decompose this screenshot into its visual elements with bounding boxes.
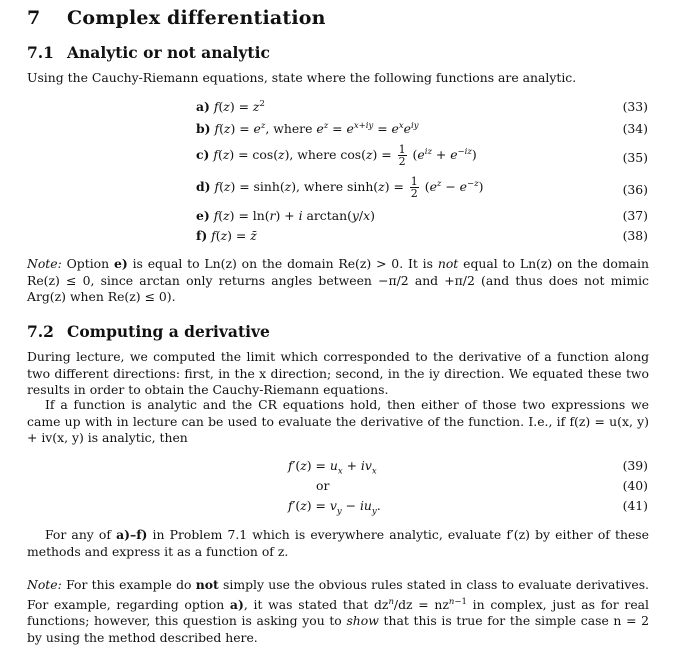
equation-tag: (33)	[622, 99, 648, 114]
eq-label: c)	[196, 147, 210, 162]
paragraph-evaluate	[27, 527, 649, 560]
equation-d: d) f(z) = sinh(z), where sinh(z) = $\frac{1}{2}$ $(e^z - e^{-z})$	[196, 175, 484, 200]
note-text: Option	[66, 256, 110, 271]
subsection-number: 7.2	[27, 322, 54, 341]
note-text: that this is true for the simple case n = 2 by using the method described here.	[27, 613, 649, 645]
equation-tag: (35)	[622, 150, 648, 165]
eq-label: b)	[196, 121, 211, 137]
subsection-heading-7-1	[27, 43, 270, 62]
note-lead: Note:	[27, 256, 62, 271]
note-text: , it was stated that dz	[243, 596, 389, 612]
fraction-half: $\frac{1}{2}$	[398, 143, 406, 168]
equation-39: $f'(z) = u_x + iv_x$	[288, 458, 377, 477]
note-text: simply use the obvious rules stated in class to evaluate derivatives. For example, regarding option	[27, 577, 649, 612]
para-text: For any of	[45, 527, 111, 542]
subsection-heading-7-2	[27, 322, 270, 341]
note-emphasis: not	[195, 577, 219, 592]
equation-tag: (39)	[622, 458, 648, 473]
subsection-title: Computing a derivative	[67, 322, 270, 341]
note-option-e	[27, 256, 649, 306]
section-heading	[27, 7, 326, 29]
equation-e: e) f(z) = ln(r) + i arctan(y/x)	[196, 208, 375, 223]
note-text: equal to Ln(z) on the domain Re(z) ≤ 0, since arctan only returns angles between −π/2 and +π/2 (and thus does not mimic Arg(z) when Re(z) ≤ 0).	[27, 256, 649, 304]
para-range: a)–f)	[116, 527, 148, 542]
section-number: 7	[27, 7, 41, 29]
eq-label: a)	[196, 99, 210, 115]
equation-41: $f'(z) = v_y - iu_y$.	[288, 498, 381, 517]
subsection-number: 7.1	[27, 43, 54, 62]
section-title: Complex differentiation	[67, 7, 326, 29]
equation-tag: (38)	[622, 228, 648, 243]
para-text: in Problem 7.1 which is everywhere analytic, evaluate f′(z) by either of these methods and express it as a function of z.	[27, 527, 649, 559]
equation-tag: (41)	[622, 498, 648, 513]
fraction-half: $\frac{1}{2}$	[410, 175, 418, 200]
note-option: a)	[229, 596, 244, 612]
equation-tag: (37)	[622, 208, 648, 223]
equation-tag: (36)	[622, 182, 648, 197]
intro-paragraph: Using the Cauchy-Riemann equations, state where the following functions are analytic.	[27, 70, 577, 85]
equation-a: a) $f(z) = z^2$	[196, 99, 265, 115]
equation-or: or	[316, 478, 330, 493]
note-text: is equal to Ln(z) on the domain Re(z) > 0. It is	[132, 256, 434, 271]
equation-tag: (40)	[622, 478, 648, 493]
paragraph-lecture: During lecture, we computed the limit which corresponded to the derivative of a function along two different directions: first, in the x direction; second, in the iy direction. We equated these two results in order to obtain the Cauchy-Riemann equations.	[27, 349, 649, 397]
eq-label: e)	[196, 208, 210, 223]
eq-label: d)	[196, 179, 211, 194]
equation-tag: (34)	[622, 121, 648, 136]
note-text: /dz = nz	[393, 596, 449, 612]
note-emphasis: show	[346, 613, 379, 629]
paragraph-cr: If a function is analytic and the CR equations hold, then either of those two expressions we came up with in lecture can be used to evaluate the derivative of the function. I.e., if f(z) = u(x, y) + iv(x, y) is analytic, then	[27, 397, 649, 445]
equation-c: c) f(z) = cos(z), where cos(z) = $\frac{1}{2}$ $(e^{iz} + e^{-iz})$	[196, 143, 477, 168]
note-text: For this example do	[66, 577, 192, 592]
equation-b: b) $f(z) = e^z$, where $e^z = e^{x+iy} = e^xe^{iy}$	[196, 121, 419, 137]
eq-label: f)	[196, 228, 208, 243]
note-option: e)	[113, 256, 128, 271]
note-text: in complex, just as for real functions; however, this question is asking you to	[27, 596, 649, 629]
equation-f: f) f(z) = z̄	[196, 228, 257, 243]
note-lead: Note:	[27, 577, 62, 592]
note-emphasis: not	[437, 256, 459, 271]
note-derivative: Note: For this example do not simply use the obvious rules stated in class to evaluate derivatives. For example, regarding option a), it was stated that $dz^n/dz = nz^{n-1}$ in complex, just as for real functions; however, this question is asking you to show that this is true for the simple case n = 2 by using the method described here.	[27, 577, 649, 645]
subsection-title: Analytic or not analytic	[67, 43, 270, 62]
